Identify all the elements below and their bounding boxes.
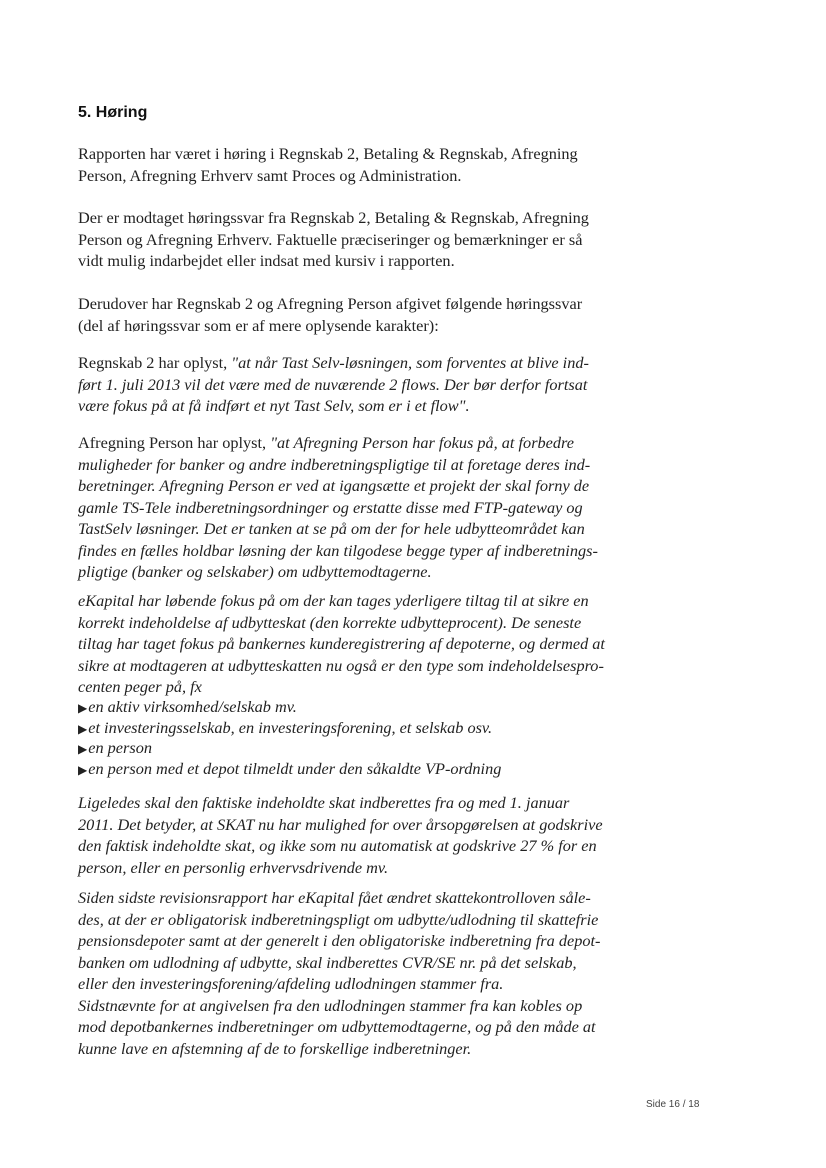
bullet-text: et investeringsselskab, en investeringsforening, et selskab osv.	[88, 717, 493, 737]
triangle-bullet-icon: ▶	[78, 701, 88, 715]
quote-text: beretninger. Afregning Person er ved at igangsætte et projekt der skal forny de	[78, 476, 590, 495]
quote-text: TastSelv løsninger. Det er tanken at se på om der for hele udbytteområdet kan	[78, 519, 585, 538]
text-line: tiltag har taget fokus på bankernes kunderegistrering af depoterne, og dermed at	[78, 634, 605, 653]
text-line: des, at der er obligatorisk indberetningspligt om udbytte/udlodning til skattefrie	[78, 909, 599, 929]
text-line	[78, 352, 638, 374]
section-heading: 5. Høring	[78, 104, 148, 121]
quote-text: gamle TS-Tele indberetningsordninger og erstatte disse med FTP-gateway og	[78, 497, 583, 517]
text-line: den faktisk indeholdte skat, og ikke som nu automatisk at godskrive 27 % for en	[78, 836, 597, 855]
paragraph-4-regnskab-quote	[78, 352, 638, 417]
triangle-bullet-icon: ▶	[78, 721, 88, 736]
paragraph-1	[78, 143, 638, 186]
bullet-text: en person med et depot tilmeldt under den såkaldte VP-ordning	[88, 758, 502, 778]
text-line: Sidstnævnte for at angivelsen fra den udlodningen stammer fra kan kobles op	[78, 995, 583, 1015]
text-line: mod depotbankernes indberetninger om udbyttemodtagerne, og på den måde at	[78, 1017, 596, 1036]
paragraph-7-skat	[78, 792, 638, 878]
text-line	[78, 432, 638, 454]
bullet-item	[78, 759, 638, 780]
text-line: Ligeledes skal den faktiske indeholdte skat indberettes fra og med 1. januar	[78, 793, 570, 812]
paragraph-8-revisionsrapport	[78, 887, 638, 1059]
quote-text: findes en fælles holdbar løsning der kan tilgodese begge typer af indberetnings-	[78, 540, 598, 560]
text-line: sikre at modtageren at udbytteskatten nu også er den type som indeholdelsespro-	[78, 655, 604, 675]
quote-text: "at når Tast Selv-løsningen, som forventes at blive ind-	[231, 353, 589, 372]
text-line: eKapital har løbende fokus på om der kan tages yderligere tiltag til at sikre en	[78, 591, 589, 610]
text-line: centen peger på, fx	[78, 677, 202, 696]
quote-lead: Afregning Person har oplyst,	[78, 433, 271, 452]
paragraph-2	[78, 207, 638, 272]
quote-text: pligtige (banker og selskaber) om udbyttemodtagerne.	[78, 562, 432, 581]
bullet-item	[78, 697, 638, 718]
text-line: korrekt indeholdelse af udbytteskat (den korrekte udbytteprocent). De seneste	[78, 612, 582, 632]
paragraph-5-afregning-quote	[78, 432, 638, 583]
text-line: Rapporten har været i høring i Regnskab 2, Betaling & Regnskab, Afregning	[78, 144, 578, 163]
triangle-bullet-icon: ▶	[78, 742, 88, 756]
text-line: Derudover har Regnskab 2 og Afregning Person afgivet følgende høringssvar	[78, 294, 583, 313]
text-line: eller den investeringsforening/afdeling udlodningen stammer fra.	[78, 974, 504, 993]
text-line: person, eller en personlig erhvervsdrivende mv.	[78, 857, 389, 877]
paragraph-6-ekapital	[78, 590, 638, 698]
bullet-item	[78, 738, 638, 759]
text-line: banken om udlodning af udbytte, skal indberettes CVR/SE nr. på det selskab,	[78, 952, 577, 972]
text-line: Person, Afregning Erhverv samt Proces og Administration.	[78, 165, 462, 185]
bullet-text: en person	[88, 738, 152, 757]
text-line: kunne lave en afstemning af de to forskellige indberetninger.	[78, 1038, 472, 1058]
quote-text: være fokus på at få indført et nyt Tast Selv, som er i et flow".	[78, 396, 470, 415]
bullet-item	[78, 718, 638, 739]
bullet-text: en aktiv virksomhed/selskab mv.	[88, 697, 297, 716]
text-line: Siden sidste revisionsrapport har eKapital fået ændret skattekontrolloven såle-	[78, 888, 591, 907]
bullet-list	[78, 697, 638, 779]
quote-lead: Regnskab 2 har oplyst,	[78, 353, 232, 372]
text-line: vidt mulig indarbejdet eller indsat med kursiv i rapporten.	[78, 251, 455, 270]
text-line: (del af høringssvar som er af mere oplysende karakter):	[78, 315, 439, 335]
quote-text: ført 1. juli 2013 vil det være med de nuværende 2 flows. Der bør derfor fortsat	[78, 374, 588, 394]
page-number: Side 16 / 18	[646, 1099, 700, 1110]
triangle-bullet-icon: ▶	[78, 762, 88, 777]
quote-text: "at Afregning Person har fokus på, at forbedre	[270, 433, 574, 452]
text-line: pensionsdepoter samt at der generelt i den obligatoriske indberetning fra depot-	[78, 931, 601, 950]
text-line: Person og Afregning Erhverv. Faktuelle præciseringer og bemærkninger er så	[78, 229, 583, 249]
quote-text: muligheder for banker og andre indberetningspligtige til at foretage deres ind-	[78, 454, 591, 474]
paragraph-3	[78, 293, 638, 336]
text-line: 2011. Det betyder, at SKAT nu har mulighed for over årsopgørelsen at godskrive	[78, 814, 603, 834]
text-line: Der er modtaget høringssvar fra Regnskab 2, Betaling & Regnskab, Afregning	[78, 208, 589, 227]
